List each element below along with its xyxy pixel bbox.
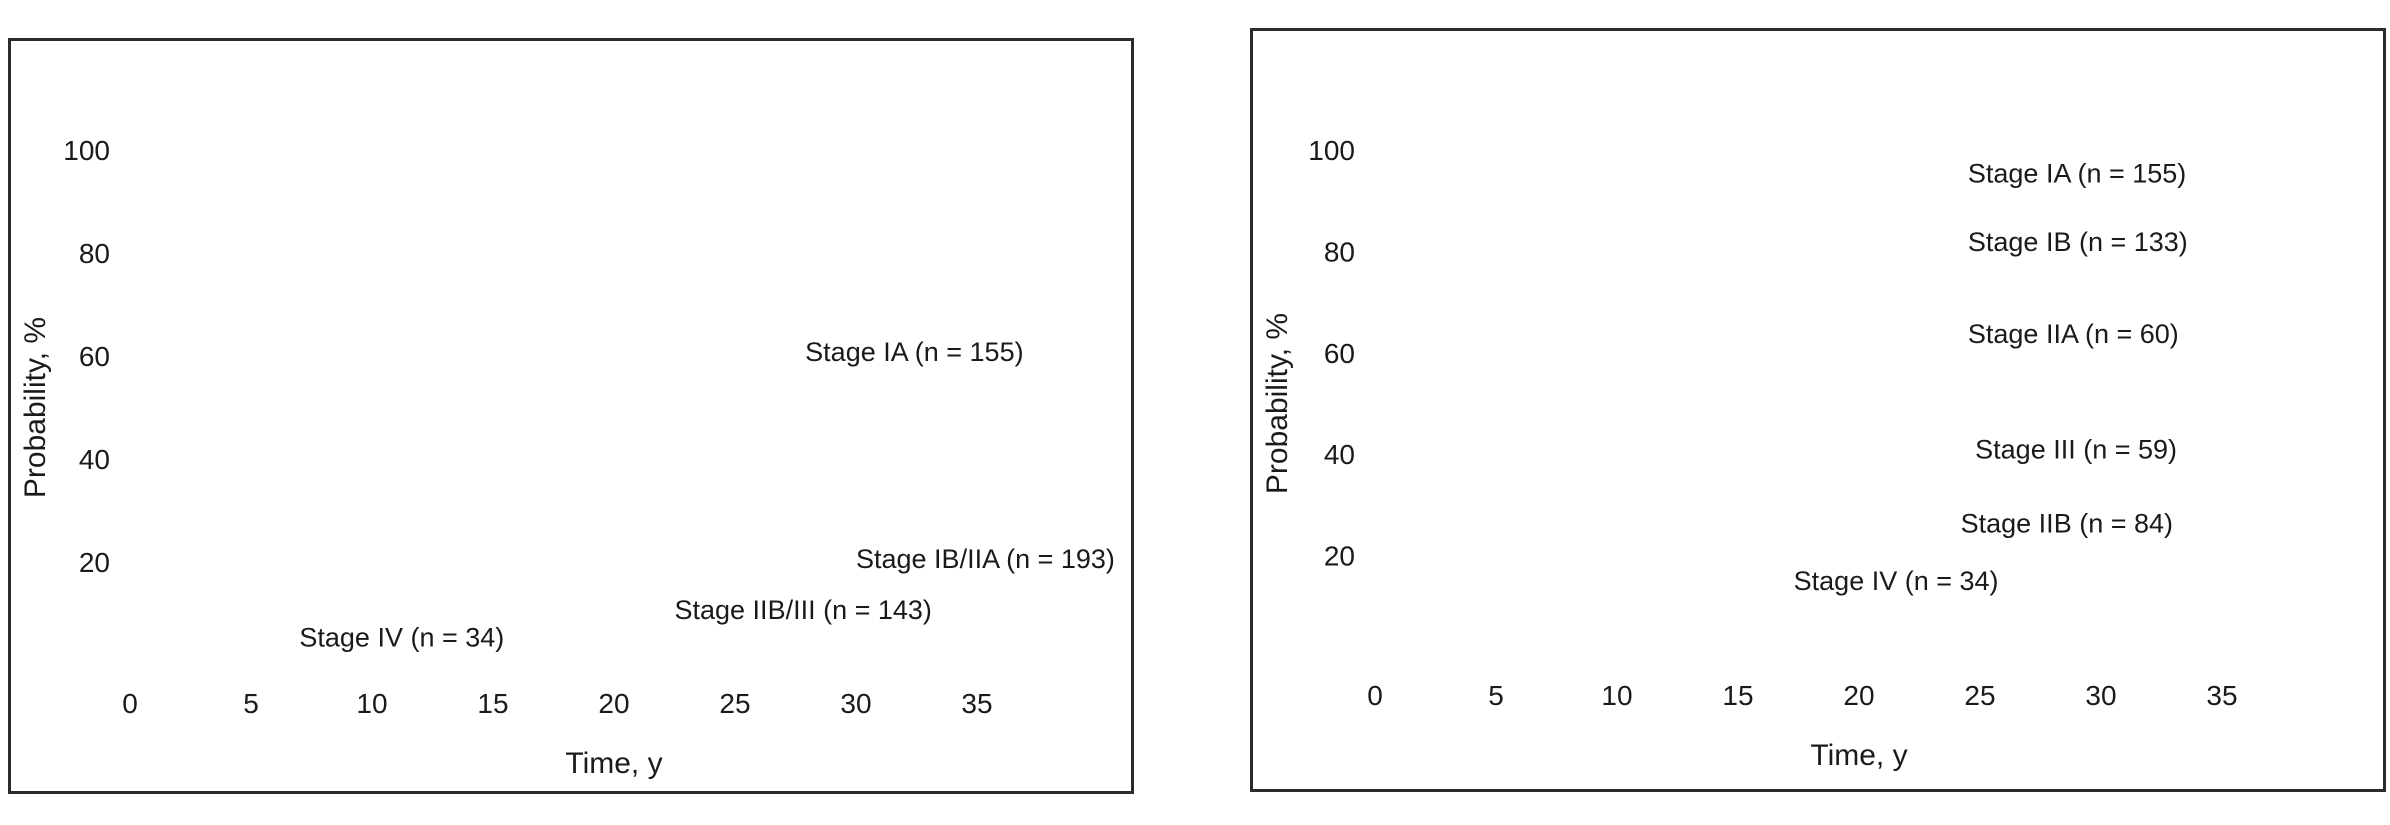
x-tick-label: 20 <box>1843 680 1875 711</box>
y-axis-title: Probability, % <box>19 316 52 499</box>
series-label-stage-iib: Stage IIB (n = 84) <box>1960 508 2174 539</box>
x-tick-label: 5 <box>1488 680 1504 711</box>
series-label-stage-iii: Stage III (n = 59) <box>1975 434 2178 465</box>
y-tick-label: 100 <box>1308 135 1355 166</box>
y-axis-title: Probability, % <box>1261 312 1294 495</box>
x-axis-title: Time, y <box>1810 739 1908 772</box>
series-label-stage-iib-iii: Stage IIB/III (n = 143) <box>674 595 932 626</box>
series-label-stage-iia: Stage IIA (n = 60) <box>1967 319 2179 350</box>
series-label-stage-ia: Stage IA (n = 155) <box>805 337 1024 368</box>
x-axis-title: Time, y <box>565 747 663 780</box>
y-tick-label: 20 <box>78 547 110 578</box>
x-tick-label: 30 <box>840 688 872 719</box>
y-tick-label: 80 <box>78 238 110 269</box>
series-label-stage-iv: Stage IV (n = 34) <box>299 622 505 653</box>
km-curve-stage-ia <box>130 150 919 383</box>
series-label-stage-ib: Stage IB (n = 133) <box>1967 226 2188 257</box>
survival-panel-right <box>1250 28 2386 792</box>
km-curve-stage-iii <box>1375 150 2171 477</box>
y-tick-label: 80 <box>1323 236 1355 268</box>
x-tick-label: 10 <box>1601 680 1633 711</box>
km-curve-stage-iv <box>1375 150 1767 580</box>
x-tick-label: 5 <box>243 688 259 719</box>
x-tick-label: 35 <box>2206 680 2238 711</box>
x-tick-label: 20 <box>598 688 630 719</box>
y-tick-label: 100 <box>63 135 110 166</box>
x-tick-label: 25 <box>719 688 751 719</box>
x-tick-label: 15 <box>477 688 509 719</box>
x-tick-label: 15 <box>1722 680 1754 711</box>
y-tick-label: 60 <box>1323 337 1355 369</box>
survival-panel-left <box>8 38 1134 794</box>
km-chart-right <box>1253 31 2383 789</box>
x-tick-label: 10 <box>356 688 388 719</box>
y-tick-label: 40 <box>1323 439 1355 471</box>
km-chart-left <box>11 41 1131 791</box>
km-curve-stage-iv <box>130 150 534 640</box>
x-tick-label: 35 <box>961 688 993 719</box>
y-tick-label: 40 <box>78 444 110 475</box>
x-tick-label: 0 <box>1367 680 1383 711</box>
km-curve-stage-iib <box>1375 150 1944 523</box>
series-label-stage-iv: Stage IV (n = 34) <box>1793 566 1999 597</box>
y-tick-label: 60 <box>78 341 110 372</box>
series-label-stage-ib-iia: Stage IB/IIA (n = 193) <box>856 544 1115 575</box>
series-label-stage-ia: Stage IA (n = 155) <box>1967 158 2187 189</box>
km-curve-stage-iib-iii <box>130 150 936 659</box>
x-tick-label: 25 <box>1964 680 1996 711</box>
y-tick-label: 20 <box>1323 540 1355 572</box>
x-tick-label: 0 <box>122 688 138 719</box>
x-tick-label: 30 <box>2085 680 2117 711</box>
